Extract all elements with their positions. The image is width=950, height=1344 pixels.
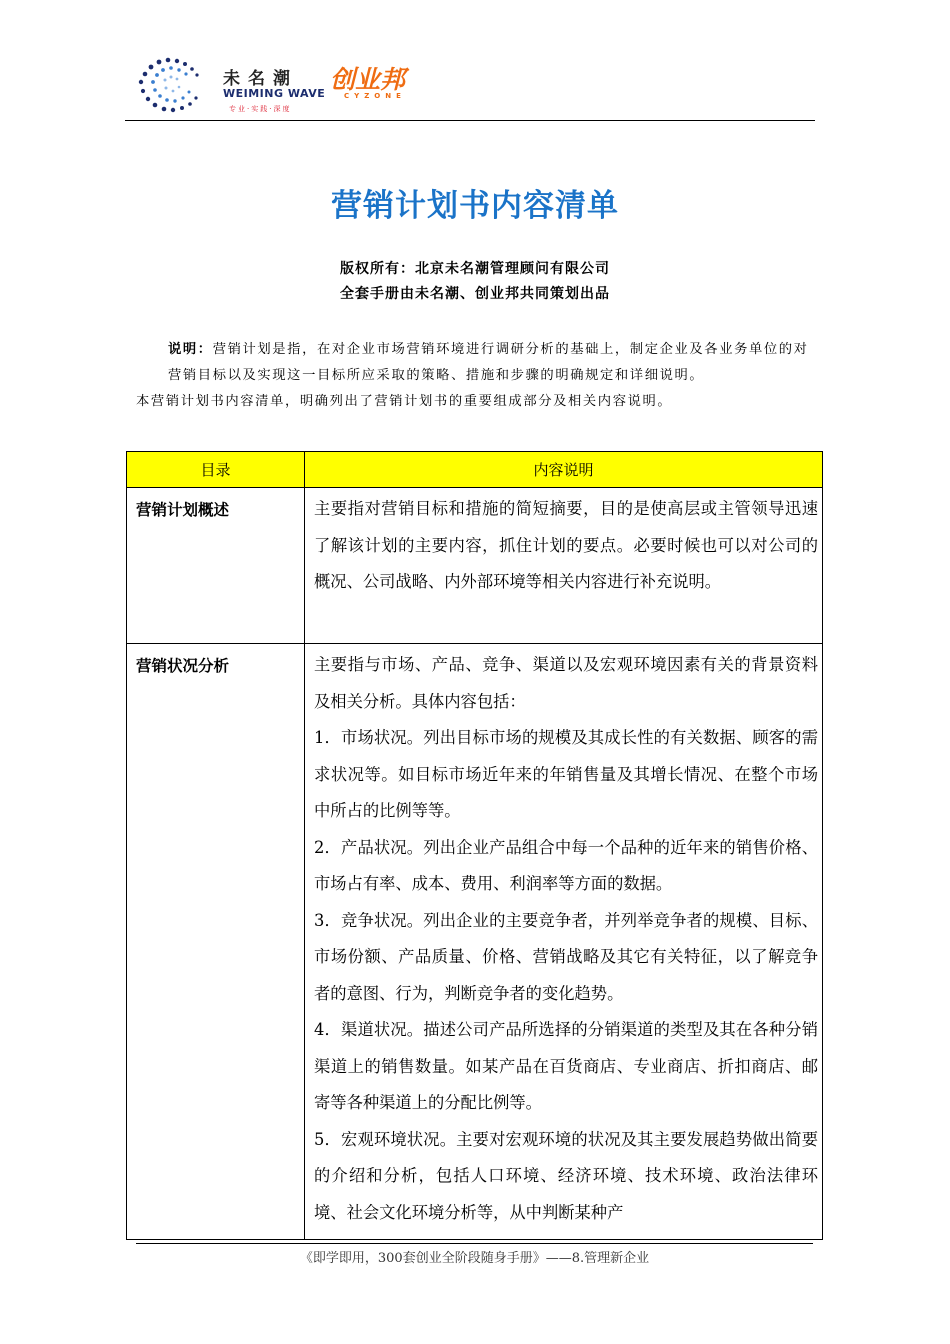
logo2-chinese-name: 创业邦 [330,65,406,94]
page-footer: 《即学即用，300套创业全阶段随身手册》——8.管理新企业 [136,1243,813,1266]
description-paragraph: 1．市场状况。列出目标市场的规模及其成长性的有关数据、顾客的需求状况等。如目标市场近年来的年销售量及其增长情况、在整个市场中所占的比例等等。 [314,728,818,820]
table-row [127,644,823,1240]
row-description [305,644,823,1240]
copyright-line-2: 全套手册由未名潮、创业邦共同策划出品 [340,286,610,302]
header-catalog: 目录 [127,452,305,488]
content-table [126,451,823,1240]
description-paragraph: 5．宏观环境状况。主要对宏观环境的状况及其主要发展趋势做出简要的介绍和分析，包括人口环境、经济环境、技术环境、政治法律环境、社会文化环境分析等，从中判断某种产 [314,1129,818,1222]
description-paragraph: 2．产品状况。列出企业产品组合中每一个品种的近年来的销售价格、市场占有率、成本、费用、利润率等方面的数据。 [314,837,818,893]
intro-text-2: 本营销计划书内容清单，明确列出了营销计划书的重要组成部分及相关内容说明。 [136,394,673,409]
copyright-block [0,257,950,307]
intro-label: 说明： [168,342,213,357]
description-paragraph: 4．渠道状况。描述公司产品所选择的分销渠道的类型及其在各种分销渠道上的销售数量。如某产品在百货商店、专业商店、折扣商店、邮寄等各种渠道上的分配比例等。 [314,1020,818,1112]
table-header-row [127,452,823,488]
logo1-slogan: 专业·实践·深度 [229,105,292,113]
page-title: 营销计划书内容清单 [331,188,619,224]
intro-paragraph [136,337,820,415]
cyzone-logo [330,60,430,105]
weiming-wave-logo [133,54,333,114]
row-category: 营销计划概述 [127,488,305,644]
intro-text-1: 营销计划是指，在对企业市场营销环境进行调研分析的基础上，制定企业及各业务单位的对营销目标以及实现这一目标所应采取的策略、措施和步骤的明确规定和详细说明。 [168,342,809,383]
logo2-english-name: CYZONE [344,92,406,100]
row-category: 营销状况分析 [127,644,305,1240]
description-paragraph: 3．竞争状况。列出企业的主要竞争者，并列举竞争者的规模、目标、市场份额、产品质量、价格、营销战略及其它有关特征，以了解竞争者的意图、行为，判断竞争者的变化趋势。 [314,910,818,1003]
description-paragraph: 主要指对营销目标和措施的简短摘要，目的是使高层或主管领导迅速了解该计划的主要内容，抓住计划的要点。必要时候也可以对公司的概况、公司战略、内外部环境等相关内容进行补充说明。 [314,499,818,591]
header-description: 内容说明 [305,452,823,488]
page-header [125,48,815,121]
logo1-english-name: WEIMING WAVE [223,87,326,100]
logo1-chinese-name: 未名潮 [223,69,298,89]
copyright-line-1: 版权所有：北京未名潮管理顾问有限公司 [340,261,610,277]
description-paragraph: 主要指与市场、产品、竞争、渠道以及宏观环境因素有关的背景资料及相关分析。具体内容包括： [314,655,818,711]
row-description [305,488,823,644]
table-row [127,488,823,644]
wave-swirl-icon [133,54,213,114]
